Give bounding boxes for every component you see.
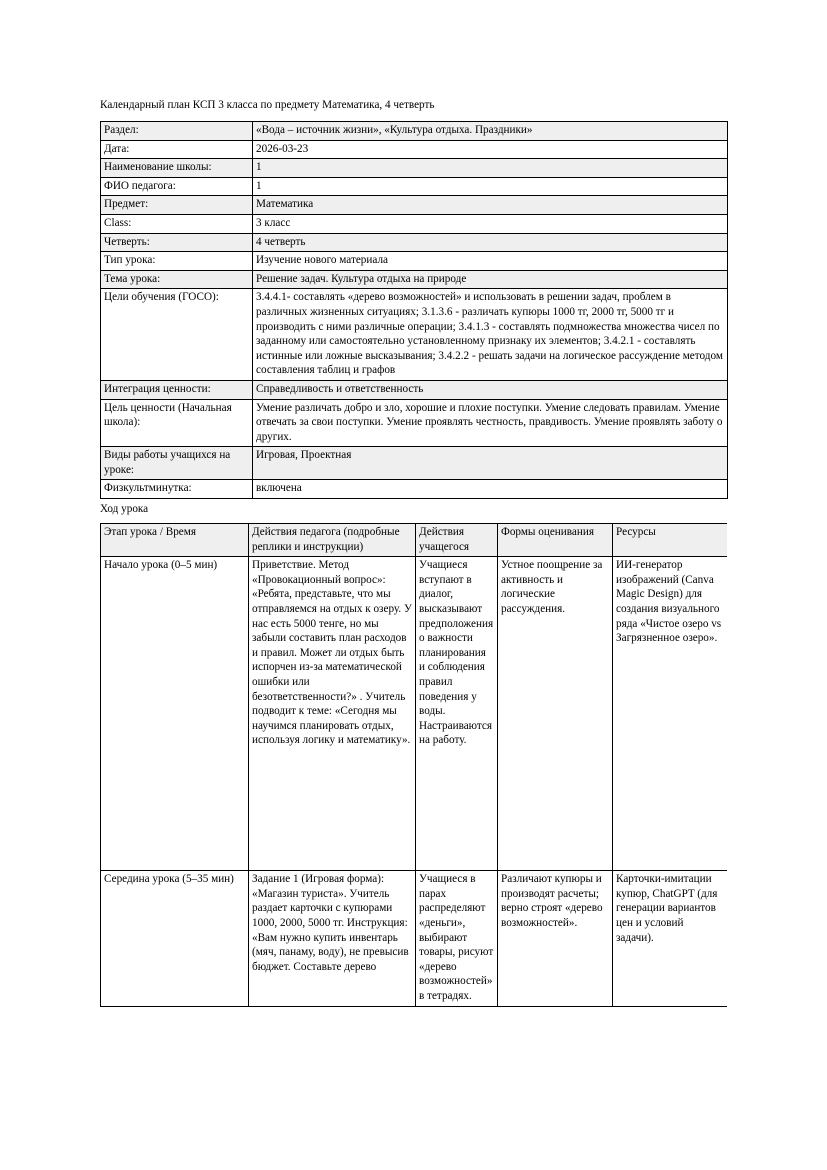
info-value: Умение различать добро и зло, хорошие и плохие поступки. Умение следовать правилам. Умение отвечать за свои поступки. Умение проявлять честность, правдивость. Умение проявлять заботу о других. — [253, 399, 728, 447]
info-label: Виды работы учащихся на уроке: — [101, 447, 253, 480]
info-label: Тип урока: — [101, 252, 253, 271]
info-value: Математика — [253, 196, 728, 215]
table-row — [101, 557, 728, 871]
column-header-student-actions: Действия учащегося — [416, 524, 498, 557]
info-value: «Вода – источник жизни», «Культура отдыха. Праздники» — [253, 122, 728, 141]
column-header-stage: Этап урока / Время — [101, 524, 249, 557]
info-label: Раздел: — [101, 122, 253, 141]
flow-resources: Карточки-имитации купюр, ChatGPT (для генерации вариантов цен и условий задачи). — [613, 871, 728, 1006]
table-header-row — [101, 524, 728, 557]
lesson-info-table — [100, 121, 728, 499]
info-value: 1 — [253, 159, 728, 178]
table-row — [101, 214, 728, 233]
table-row — [101, 289, 728, 381]
info-label: Наименование школы: — [101, 159, 253, 178]
info-value: 1 — [253, 177, 728, 196]
table-row — [101, 871, 728, 1006]
table-row — [101, 122, 728, 141]
flow-stage: Начало урока (0–5 мин) — [101, 557, 249, 871]
flow-teacher-actions: Задание 1 (Игровая форма): «Магазин туриста». Учитель раздает карточки с купюрами 1000, 2000, 5000 тг. Инструкция: «Вам нужно купить инвентарь (мяч, панаму, воду), не превысив бюджет. Составьте дерево — [249, 871, 416, 1006]
info-label: Цель ценности (Начальная школа): — [101, 399, 253, 447]
lesson-flow-body — [101, 557, 728, 1006]
flow-student-actions: Учащиеся в парах распределяют «деньги», выбирают товары, рисуют «дерево возможностей» в тетрадях. — [416, 871, 498, 1006]
page-title: Календарный план КСП 3 класса по предмету Математика, 4 четверть — [100, 99, 435, 111]
document-content — [100, 98, 727, 1055]
table-row — [101, 177, 728, 196]
info-value: 2026-03-23 — [253, 140, 728, 159]
column-header-teacher-actions: Действия педагога (подробные реплики и инструкции) — [249, 524, 416, 557]
info-label: Тема урока: — [101, 270, 253, 289]
flow-assessment: Различают купюры и производят расчеты; верно строят «дерево возможностей». — [498, 871, 613, 1006]
info-label: Предмет: — [101, 196, 253, 215]
info-value: Справедливость и ответственность — [253, 380, 728, 399]
info-label: Физкультминутка: — [101, 480, 253, 499]
table-row — [101, 252, 728, 271]
lesson-flow-table-wrapper — [100, 523, 727, 1055]
info-label: Дата: — [101, 140, 253, 159]
lesson-flow-table — [100, 523, 727, 1007]
table-row — [101, 159, 728, 178]
table-row — [101, 196, 728, 215]
flow-student-actions: Учащиеся вступают в диалог, высказывают предположения о важности планирования и соблюдения правил поведения у воды. Настраиваются на работу. — [416, 557, 498, 871]
info-value: 3 класс — [253, 214, 728, 233]
lesson-flow-head — [101, 524, 728, 557]
info-label: Class: — [101, 214, 253, 233]
table-row — [101, 140, 728, 159]
table-row — [101, 447, 728, 480]
table-row — [101, 233, 728, 252]
column-header-assessment: Формы оценивания — [498, 524, 613, 557]
column-header-resources: Ресурсы — [613, 524, 728, 557]
info-label: Четверть: — [101, 233, 253, 252]
info-label: ФИО педагога: — [101, 177, 253, 196]
info-label: Цели обучения (ГОСО): — [101, 289, 253, 381]
info-value: включена — [253, 480, 728, 499]
flow-resources: ИИ-генератор изображений (Canva Magic Design) для создания визуального ряда «Чистое озеро vs Загрязненное озеро». — [613, 557, 728, 871]
info-value: Решение задач. Культура отдыха на природе — [253, 270, 728, 289]
flow-teacher-actions: Приветствие. Метод «Провокационный вопрос»: «Ребята, представьте, что мы отправляемся на отдых к озеру. У нас есть 5000 тенге, но мы забыли составить план расходов и правил. Может ли отдых быть испорчен из-за математической ошибки или безответственности?» . Учитель подводит к теме: «Сегодня мы научимся планировать отдых, используя логику и математику». — [249, 557, 416, 871]
table-row — [101, 380, 728, 399]
table-row — [101, 399, 728, 447]
table-row — [101, 270, 728, 289]
flow-assessment: Устное поощрение за активность и логические рассуждения. — [498, 557, 613, 871]
info-value: Изучение нового материала — [253, 252, 728, 271]
info-value: 3.4.4.1- составлять «дерево возможностей» и использовать в решении задач, проблем в различных жизненных ситуациях; 3.1.3.6 - различать купюры 1000 тг, 2000 тг, 5000 тг и производить с ними различные операции; 3.4.1.3 - составлять подмножества множества чисел по заданному или самостоятельно установленному признаку их элементов; 3.4.2.1 - составлять истинные или ложные высказывания; 3.4.2.2 - решать задачи на логическое рассуждение методом составления таблиц и графов — [253, 289, 728, 381]
info-label: Интеграция ценности: — [101, 380, 253, 399]
flow-stage: Середина урока (5–35 мин) — [101, 871, 249, 1006]
lesson-info-body — [101, 122, 728, 499]
table-row — [101, 480, 728, 499]
lesson-flow-label: Ход урока — [100, 503, 149, 516]
info-value: Игровая, Проектная — [253, 447, 728, 480]
info-value: 4 четверть — [253, 233, 728, 252]
